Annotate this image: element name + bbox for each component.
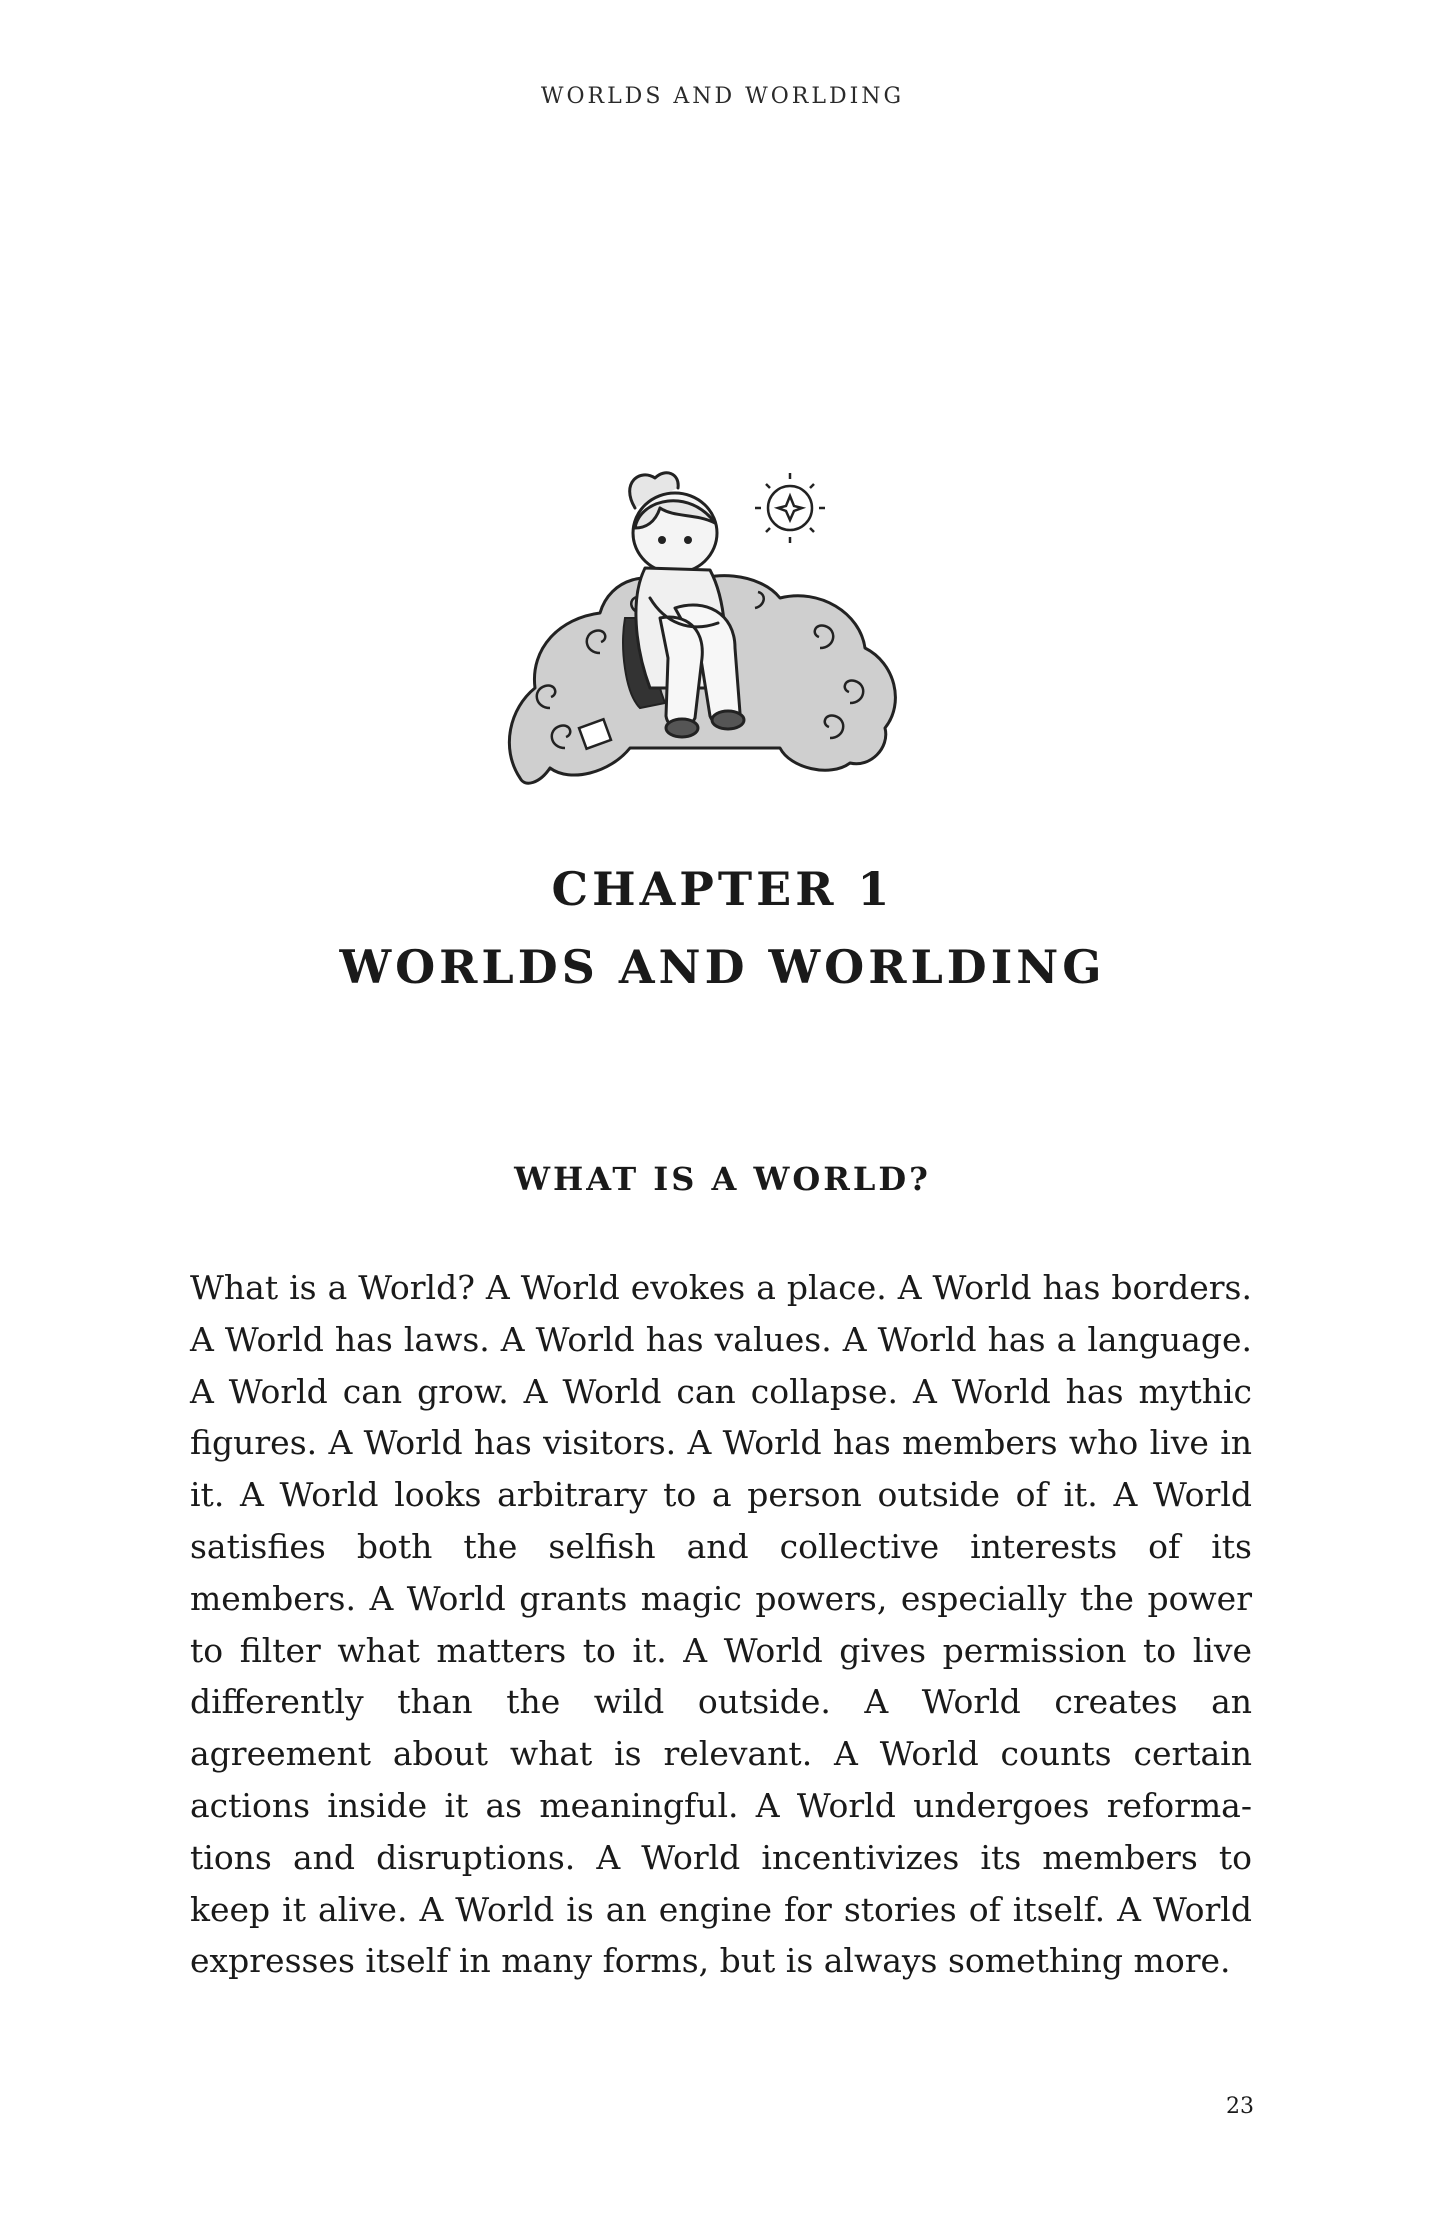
page-number: 23 — [1226, 2094, 1254, 2119]
running-head: WORLDS AND WORLDING — [540, 84, 905, 109]
girl-on-cloud-illustration-icon — [490, 448, 910, 798]
body-paragraph: What is a World? A World evokes a place. A World has borders. A World has laws. A World has values. A World has a language. A World can grow. A World can collapse. A World has mythic figures. A World has visitors. A World has members who live in it. A World looks arbitrary to a person outside of it. A World satisfies both the selfish and collective interests of its members. A World grants magic powers, especially the power to filter what matters to it. A World gives permission to live differently than the wild outside. A World creates an agreement about what is relevant. A World counts certain actions inside it as meaningful. A World undergoes reformations and disruptions. A World incentivizes its members to keep it alive. A World is an engine for stories of itself. A World expresses itself in many forms, but is always something more. — [190, 1268, 1252, 1981]
section-heading: WHAT IS A WORLD? — [514, 1160, 931, 1198]
chapter-number: CHAPTER 1 — [551, 862, 894, 916]
chapter-title: WORLDS AND WORLDING — [339, 940, 1106, 994]
